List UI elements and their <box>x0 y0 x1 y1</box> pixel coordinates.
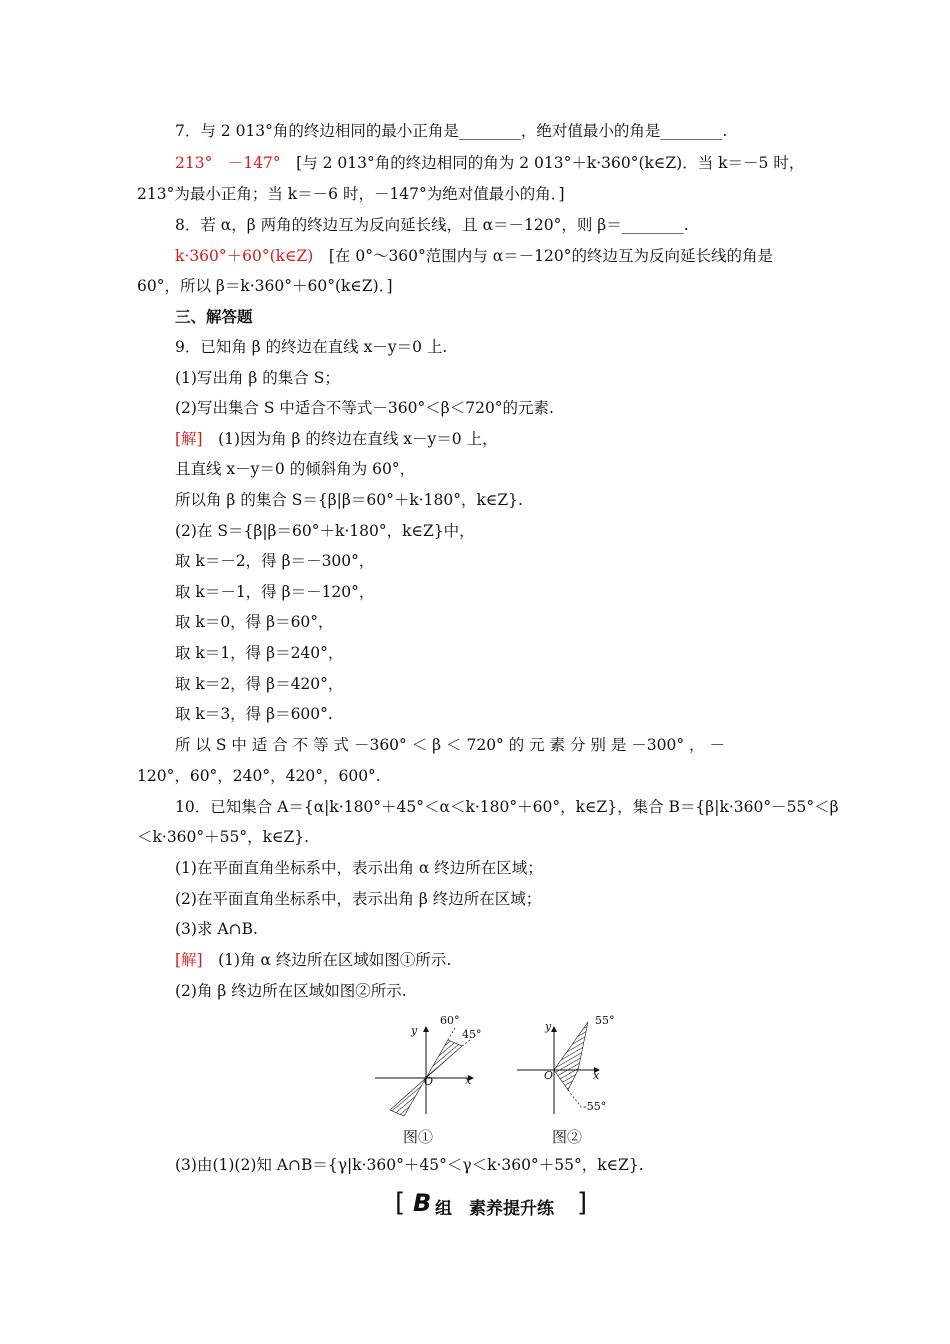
fig1-y-label: y <box>411 1024 418 1037</box>
text-line-s9k <box>175 734 725 756</box>
fig2-origin-label: O <box>544 1069 554 1082</box>
line-text: 7．与 2 013°角的终边相同的最小正角是________，绝对值最小的角是________. <box>175 122 728 140</box>
text-line-q9_2 <box>175 397 554 419</box>
text-line-q8 <box>175 214 689 236</box>
text-line-s9d <box>175 520 475 542</box>
text-line-s9i <box>175 673 343 695</box>
text-line-s9c <box>175 489 523 511</box>
line-text: (3)求 A∩B. <box>175 920 258 938</box>
text-line-s9g <box>175 611 334 633</box>
text-line-s9e <box>175 550 374 572</box>
line-text: 取 k＝2，得 β＝420°， <box>175 675 344 693</box>
line-text: [与 2 013°角的终边相同的角为 2 013°＋k·360°(k∈Z)．当 k＝－5 时， <box>280 154 805 172</box>
text-line-a7b <box>137 183 565 205</box>
group-letter: B <box>413 1189 432 1217</box>
line-text: 60°，所以 β＝k·360°＋60°(k∈Z)．] <box>137 277 393 295</box>
answer-highlight: 213° －147° <box>175 154 281 172</box>
text-line-q9_1 <box>175 367 340 389</box>
text-line-s9f <box>175 581 374 603</box>
line-text: (2)写出集合 S 中适合不等式－360°＜β＜720°的元素. <box>175 399 554 417</box>
line-text: 所以角 β 的集合 S＝{β|β＝60°＋k·180°，k∈Z}. <box>175 491 523 509</box>
text-line-s10a <box>175 949 451 971</box>
fig1-origin-label: O <box>424 1075 434 1088</box>
text-line-s9l <box>137 765 381 787</box>
line-text: (3)由(1)(2)知 A∩B＝{γ|k·360°＋45°＜γ＜k·360°＋55°，k∈Z}. <box>175 1156 644 1174</box>
text-line-a8a <box>175 245 773 267</box>
line-text: (2)在平面直角坐标系中，表示出角 β 终边所在区域； <box>175 890 542 908</box>
text-line-q10_3 <box>175 918 258 940</box>
fig1-label-60: 60° <box>440 1014 460 1027</box>
text-line-q10b <box>137 826 309 848</box>
line-text: (1)写出角 β 的集合 S； <box>175 369 340 387</box>
right-bracket: ] <box>577 1188 588 1218</box>
text-line-s10b <box>175 980 407 1002</box>
line-text: (1)在平面直角坐标系中，表示出角 α 终边所在区域； <box>175 859 543 877</box>
answer-highlight: [解] <box>175 430 203 448</box>
line-text: 213°为最小正角；当 k＝－6 时，－147°为绝对值最小的角．] <box>137 185 565 203</box>
line-text: ＜k·360°＋55°，k∈Z}. <box>137 828 310 846</box>
text-line-s9h <box>175 642 343 664</box>
text-line-s9a <box>175 428 498 450</box>
text-line-q10_1 <box>175 857 543 879</box>
line-text: 10．已知集合 A＝{α|k·180°＋45°＜α＜k·180°＋60°，k∈Z}，集合 B＝{β|k·360°－55°＜β <box>175 798 839 816</box>
line-text: 8．若 α，β 两角的终边互为反向延长线，且 α＝－120°，则 β＝________. <box>175 216 689 234</box>
line-text: 取 k＝0，得 β＝60°， <box>175 613 334 631</box>
fig1-x-label: x <box>465 1074 472 1087</box>
text-line-s10c <box>175 1154 644 1176</box>
text-line-q10a <box>175 796 839 818</box>
text-line-a8b <box>137 275 393 297</box>
line-text: 且直线 x－y＝0 的倾斜角为 60°， <box>175 460 416 478</box>
section-b-banner <box>395 1188 595 1220</box>
left-bracket: [ <box>395 1188 406 1218</box>
line-text: 9．已知角 β 的终边在直线 x－y＝0 上. <box>175 338 448 356</box>
line-text: 取 k＝－1，得 β＝－120°， <box>175 583 375 601</box>
line-text: 三、解答题 <box>175 307 253 326</box>
fig1-label-45: 45° <box>462 1028 482 1041</box>
line-text: (2)在 S＝{β|β＝60°＋k·180°，k∈Z}中， <box>175 522 475 540</box>
fig2-label-minus55: -55° <box>583 1100 607 1113</box>
line-text: 取 k＝－2，得 β＝－300°， <box>175 552 375 570</box>
line-text: 取 k＝3，得 β＝600°. <box>175 705 333 723</box>
text-line-s9b <box>175 458 415 480</box>
line-text: (1)因为角 β 的终边在直线 x－y＝0 上， <box>202 430 498 448</box>
fig1-caption: 图① <box>403 1128 434 1146</box>
answer-highlight: [解] <box>175 951 203 969</box>
answer-highlight: k·360°＋60°(k∈Z) <box>175 247 314 265</box>
line-text: 120°，60°，240°，420°，600°. <box>137 767 381 785</box>
text-line-q7 <box>175 120 727 142</box>
line-text: (1)角 α 终边所在区域如图①所示. <box>202 951 452 969</box>
fig2-x-label: x <box>593 1069 600 1082</box>
line-text: 取 k＝1，得 β＝240°， <box>175 644 344 662</box>
line-text: 所 以 S 中 适 合 不 等 式 －360° ＜ β ＜ 720° 的 元 素 分 别 是 －300° ， － <box>175 736 725 754</box>
text-line-s9j <box>175 703 333 725</box>
text-line-q10_2 <box>175 888 541 910</box>
text-line-q9 <box>175 336 447 358</box>
line-text: [在 0°～360°范围内与 α＝－120°的终边互为反向延长线的角是 <box>313 247 774 265</box>
fig2-label-55: 55° <box>595 1014 615 1027</box>
fig2-y-label: y <box>545 1020 552 1033</box>
fig2-caption: 图② <box>552 1128 583 1146</box>
line-text: (2)角 β 终边所在区域如图②所示. <box>175 982 407 1000</box>
group-label: 组 素养提升练 <box>435 1199 554 1219</box>
text-line-a7a <box>175 152 804 174</box>
text-line-sec3 <box>175 306 253 328</box>
